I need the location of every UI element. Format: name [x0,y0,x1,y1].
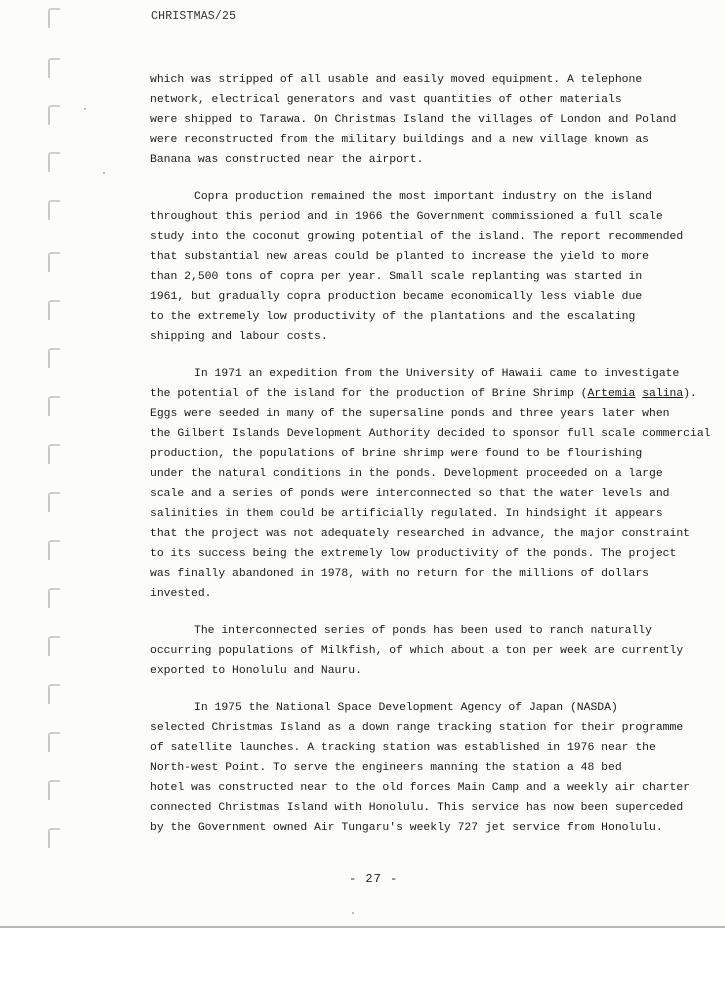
binder-hole-mark [48,828,60,848]
text-line: of satellite launches. A tracking station was established in 1976 near the [150,742,656,754]
paragraph [150,621,710,681]
text-line: were reconstructed from the military buildings and a new village known as [150,134,649,146]
scan-speck [352,912,354,914]
binder-hole-mark [48,152,60,172]
binder-hole-mark [48,636,60,656]
text-line: were shipped to Tarawa. On Christmas Island the villages of London and Poland [150,114,677,126]
paragraph [150,364,710,604]
body-text [150,70,710,838]
text-line: by the Government owned Air Tungaru's weekly 727 jet service from Honolulu. [150,822,663,834]
text-fragment: the potential of the island for the production of Brine Shrimp ( [150,388,588,400]
binder-hole-mark [48,348,60,368]
text-line: 1961, but gradually copra production became economically less viable due [150,291,643,303]
text-line: Banana was constructed near the airport. [150,154,424,166]
text-line: The interconnected series of ponds has been used to ranch naturally [194,625,652,637]
binder-hole-mark [48,684,60,704]
text-line: which was stripped of all usable and easily moved equipment. A telephone [150,74,643,86]
text-line [150,384,710,404]
text-line: was finally abandoned in 1978, with no return for the millions of dollars [150,568,649,580]
text-line: throughout this period and in 1966 the Government commissioned a full scale [150,211,663,223]
binder-hole-mark [48,444,60,464]
binder-holes [38,0,68,900]
text-line: under the natural conditions in the ponds. Development proceeded on a large [150,468,663,480]
text-line: invested. [150,588,212,600]
binder-hole-mark [48,732,60,752]
binder-hole-mark [48,200,60,220]
text-line: to the extremely low productivity of the plantations and the escalating [150,311,636,323]
binder-hole-mark [48,252,60,272]
scan-margin [0,928,725,993]
species-epithet: salina [642,388,684,400]
text-line: connected Christmas Island with Honolulu. This service has now been superceded [150,802,684,814]
page-number: - 27 - [349,872,399,886]
scan-speck [103,172,105,174]
binder-hole-mark [48,540,60,560]
binder-hole-mark [48,8,60,28]
text-line: that the project was not adequately researched in advance, the major constraint [150,528,691,540]
text-line: shipping and labour costs. [150,331,328,343]
binder-hole-mark [48,588,60,608]
paragraph [150,70,710,170]
text-line: In 1975 the National Space Development Agency of Japan (NASDA) [194,702,618,714]
text-line: exported to Honolulu and Nauru. [150,665,362,677]
text-line: to its success being the extremely low productivity of the ponds. The project [150,548,677,560]
text-line: study into the coconut growing potential of the island. The report recommended [150,231,684,243]
text-line: North-west Point. To serve the engineers manning the station a 48 bed [150,762,622,774]
binder-hole-mark [48,300,60,320]
binder-hole-mark [48,396,60,416]
binder-hole-mark [48,105,60,125]
text-line: occurring populations of Milkfish, of which about a ton per week are currently [150,645,684,657]
text-line: that substantial new areas could be planted to increase the yield to more [150,251,649,263]
text-line: production, the populations of brine shrimp were found to be flourishing [150,448,643,460]
paragraph [150,698,710,838]
text-line: scale and a series of ponds were interconnected so that the water levels and [150,488,670,500]
text-line: the Gilbert Islands Development Authority decided to sponsor full scale commercial [150,428,711,440]
page-header: CHRISTMAS/25 [151,10,237,23]
text-line: Eggs were seeded in many of the supersaline ponds and three years later when [150,408,670,420]
text-fragment: ). [683,388,697,400]
text-line: than 2,500 tons of copra per year. Small scale replanting was started in [150,271,643,283]
text-line: In 1971 an expedition from the University of Hawaii came to investigate [194,368,680,380]
text-line: hotel was constructed near to the old forces Main Camp and a weekly air charter [150,782,691,794]
text-line: Copra production remained the most important industry on the island [194,191,652,203]
text-line: selected Christmas Island as a down range tracking station for their programme [150,722,684,734]
scan-speck [84,108,86,110]
paragraph [150,187,710,347]
species-genus: Artemia [587,388,636,400]
text-line: network, electrical generators and vast quantities of other materials [150,94,622,106]
binder-hole-mark [48,58,60,78]
binder-hole-mark [48,492,60,512]
text-line: salinities in them could be artificially regulated. In hindsight it appears [150,508,663,520]
binder-hole-mark [48,780,60,800]
